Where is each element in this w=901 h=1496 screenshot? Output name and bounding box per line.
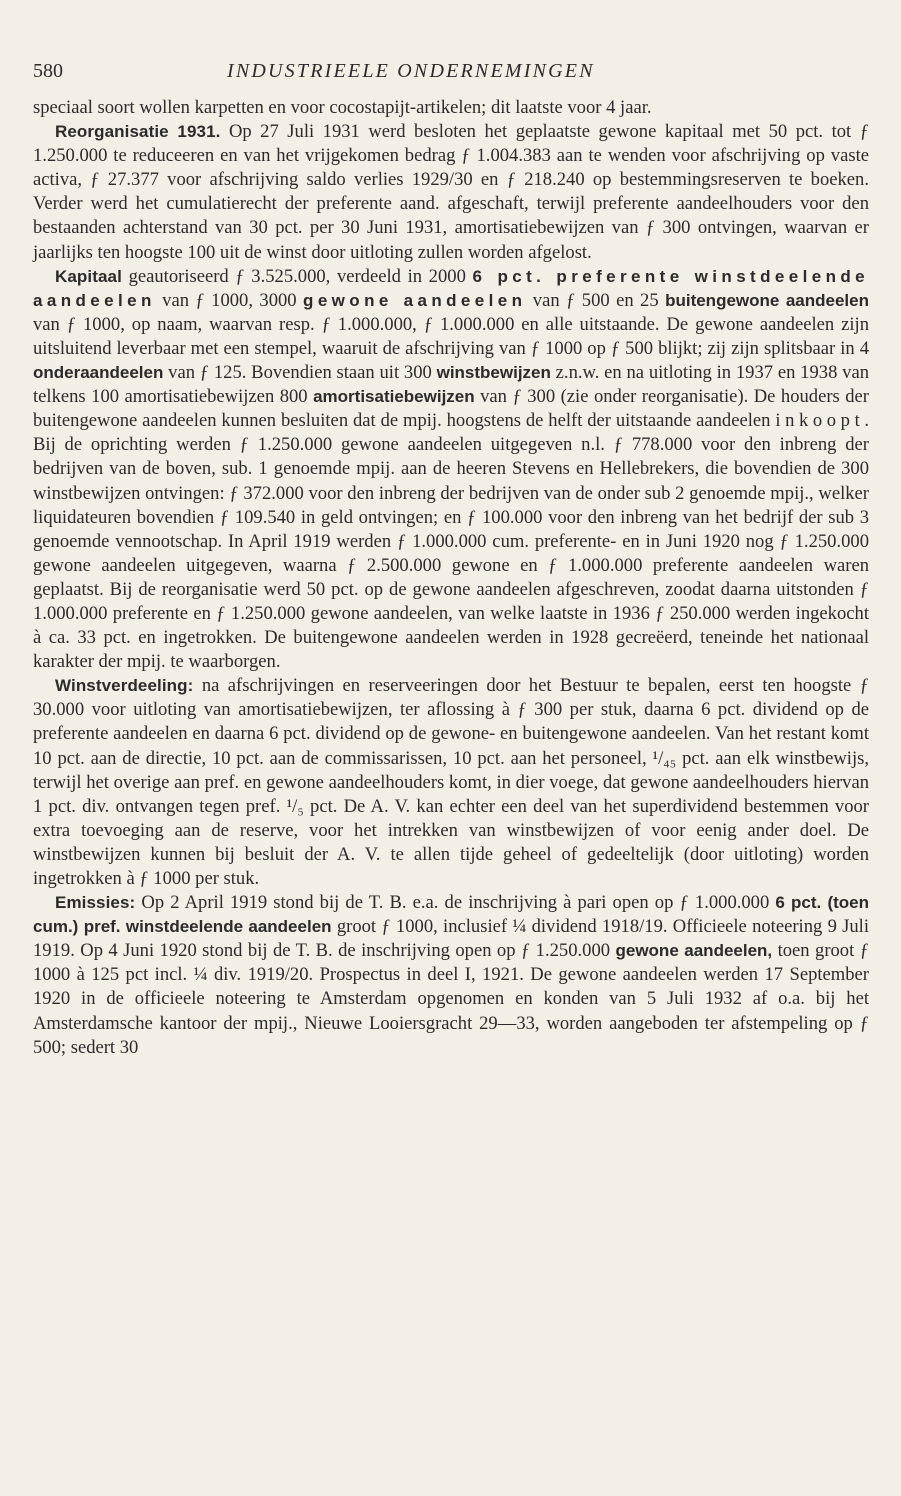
kapitaal-onderaandeelen: onderaandeelen: [33, 363, 164, 383]
kapitaal-winstbewijzen: winstbewijzen: [436, 363, 551, 383]
body-text: [33, 96, 869, 1060]
kapitaal-text-2: van ƒ 1000, 3000: [155, 289, 304, 311]
emissies-gewone-aandeelen: gewone aandeelen,: [615, 941, 773, 961]
kapitaal-text-4: van ƒ 1000, op naam, waarvan resp. ƒ 1.000.000, ƒ 1.000.000 en alle uitstaande. De gewone aandeelen zijn uitsluitend leverbaar met een stempel, waaruit de afschrijving van ƒ 1000 op ƒ 500 blijkt; zij zijn splitsbaar in 4: [33, 313, 869, 359]
kapitaal-text-6: z.n.w. en na uitloting in 1937 en 1938 van telkens 100 amortisatiebewijzen 800: [33, 362, 869, 408]
winstverdeeling-text: na afschrijvingen en reserveeringen door het Bestuur te bepalen, eerst ten hoogste ƒ 30.000 voor uitloting van amortisatiebewijzen, ter aflossing à ƒ 300 per stuk, daarna 6 pct. dividend op de preferente aandeelen en daarna 6 pct. dividend op de gewone- en buitengewone aandeelen. Van het restant komt 10 pct. aan de directie, 10 pct. aan de commissarissen, 10 pct. aan het personeel, ¹/₄₅ pct. aan elk winstbewijs, terwijl het overige aan pref. en gewone aandeelhouders komt, in dier voege, dat gewone aandeelhouders hiervan 1 pct. div. ontvangen tegen pref. ¹/₅ pct. De A. V. kan echter een deel van het superdividend bestemmen voor extra toevoeging aan de reserve, voor het intrekken van winstbewijzen of voor eenig ander doel. De winstbewijzen kunnen bij besluit der A. V. te allen tijde geheel of gedeeltelijk (door uitloting) worden ingetrokken à ƒ 1000 per stuk.: [33, 675, 869, 889]
kapitaal-text-5: van ƒ 125. Bovendien staan uit 300: [163, 362, 437, 384]
page-number: 580: [33, 60, 63, 82]
emissies-heading: Emissies:: [55, 893, 136, 913]
emissies-pref-aandeelen: 6 pct. (toen cum.) pref. winstdeelende aandeelen: [33, 893, 869, 937]
kapitaal-text-7: van ƒ 300 (zie onder reorganisatie). De houders der buitengewone aandeelen kunnen besluiten dat de mpij. hoogstens de helft der uitstaande aandeelen: [33, 386, 870, 432]
kapitaal-inkoopt: inkoopt: [775, 410, 865, 432]
emissies-text-1: Op 2 April 1919 stond bij de T. B. e.a. de inschrijving à pari open op ƒ 1.000.000: [135, 892, 776, 914]
intro-text: speciaal soort wollen karpetten en voor cocostapijt-artikelen; dit laatste voor 4 jaar.: [33, 97, 652, 118]
kapitaal-paragraph: [33, 265, 869, 675]
kapitaal-amortisatiebewijzen: amortisatiebewijzen: [313, 387, 475, 407]
reorganisatie-paragraph: [33, 120, 869, 265]
emissies-paragraph: [33, 891, 869, 1060]
kapitaal-buitengewone-aandeelen: buitengewone aandeelen: [665, 290, 869, 310]
kapitaal-preferente-aandeelen: 6 pct. preferente winstdeelende aandeelen: [33, 266, 870, 310]
winstverdeeling-heading: Winstverdeeling:: [55, 676, 194, 696]
winstverdeeling-paragraph: [33, 674, 869, 891]
kapitaal-gewone-aandeelen: gewone aandeelen: [303, 290, 527, 310]
intro-paragraph: [33, 96, 869, 120]
running-title: INDUSTRIEELE ONDERNEMINGEN: [227, 60, 595, 82]
reorganisatie-text: Op 27 Juli 1931 werd besloten het geplaatste gewone kapitaal met 50 pct. tot ƒ 1.250.000 te reduceeren en van het vrijgekomen bedrag ƒ 1.004.383 aan te wenden voor afschrijving op vaste activa, ƒ 27.377 voor afschrijving saldo verlies 1929/30 en ƒ 218.240 op bestemmingsreserven te boeken. Verder werd het cumulatierecht der preferente aand. afgeschaft, terwijl preferente aandeelhouders voor den bestaanden achterstand van 30 pct. per 30 Juni 1931, amortisatiebewijzen van ƒ 300 ontvingen, waarvan er jaarlijks ten hoogste 100 uit de winst door uitloting zullen worden afgelost.: [33, 121, 869, 263]
kapitaal-text-1: geautoriseerd ƒ 3.525.000, verdeeld in 2000: [121, 265, 473, 287]
kapitaal-text-3: van ƒ 500 en 25: [526, 289, 666, 311]
emissies-text-2: groot ƒ 1000, inclusief ¼ dividend 1918/19. Officieele noteering 9 Juli 1919. Op 4 Juni 1920 stond bij de T. B. de inschrijving open op ƒ 1.250.000: [33, 916, 870, 962]
kapitaal-heading: Kapitaal: [55, 266, 122, 286]
page-header: [33, 60, 869, 92]
emissies-text-3: toen groot ƒ 1000 à 125 pct incl. ¼ div. 1919/20. Prospectus in deel I, 1921. De gewone aandeelen werden 17 September 1920 in de officieele noteering te Amsterdam opgenomen en konden van 5 Juli 1932 af o.a. bij het Amsterdamsche kantoor der mpij., Nieuwe Looiersgracht 29—33, worden aangeboden ter afstempeling op ƒ 500; sedert 30: [33, 940, 869, 1058]
reorganisatie-heading: Reorganisatie 1931.: [55, 122, 221, 142]
kapitaal-text-8: . Bij de oprichting werden ƒ 1.250.000 gewone aandeelen uitgegeven n.l. ƒ 778.000 voor den inbreng der bedrijven van de boven, sub. 1 genoemde mpij. aan de heeren Stevens en Hellebrekers, die bovendien de 300 winstbewijzen ontvingen: ƒ 372.000 voor den inbreng der bedrijven van de onder sub 2 genoemde mpij., welker liquidateuren bovendien ƒ 109.540 in geld ontvingen; en ƒ 100.000 voor den inbreng van het bedrijf der sub 3 genoemde vennootschap. In April 1919 werden ƒ 1.000.000 cum. preferente- en in Juni 1920 nog ƒ 1.250.000 gewone aandeelen uitgegeven, waarna ƒ 2.500.000 gewone en ƒ 1.000.000 preferente aandeelen waren geplaatst. Bij de reorganisatie werd 50 pct. op de gewone aandeelen afgeschreven, zoodat daarna uitstonden ƒ 1.000.000 preferente en ƒ 1.250.000 gewone aandeelen, van welke laatste in 1936 ƒ 250.000 werden ingekocht à ca. 33 pct. en ingetrokken. De buitengewone aandeelen werden in 1928 gecreëerd, teneinde het nationaal karakter der mpij. te waarborgen.: [33, 410, 869, 673]
